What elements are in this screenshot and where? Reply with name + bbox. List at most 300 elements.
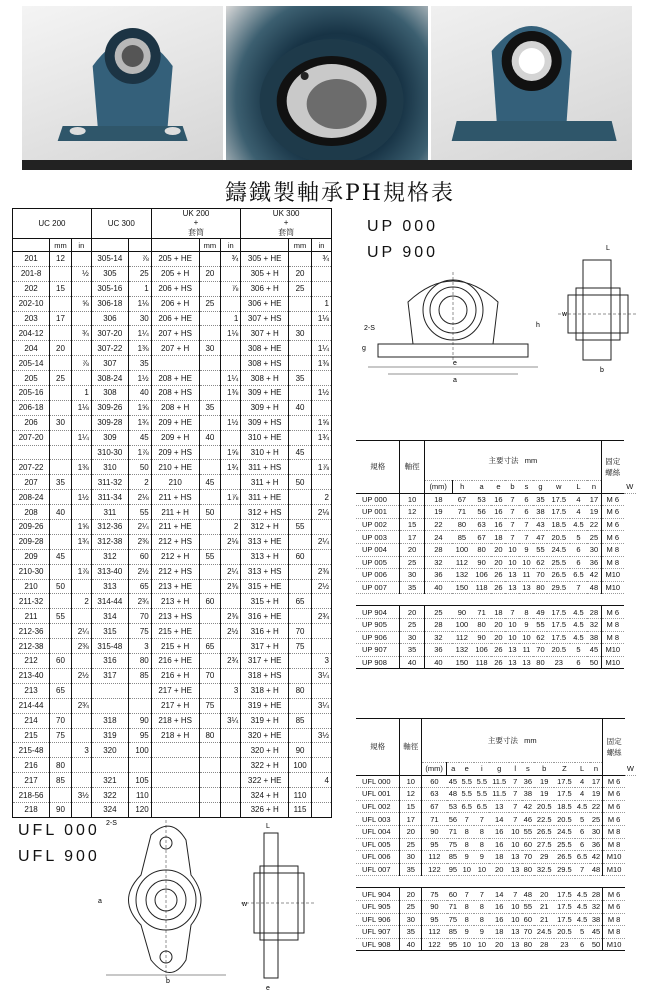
table-cell xyxy=(71,758,91,773)
table-cell: 1⅝ xyxy=(221,445,241,460)
table-cell: 55 xyxy=(128,505,151,520)
table-cell: 43 xyxy=(533,518,547,531)
table-cell: 206 xyxy=(13,415,50,430)
table-cell: 55 xyxy=(199,549,221,564)
table-cell: 17.5 xyxy=(547,606,570,619)
table-cell: 6.5 xyxy=(575,851,590,864)
table-cell xyxy=(50,698,72,713)
table-cell: 322 xyxy=(91,788,128,803)
table-cell: 50 xyxy=(128,460,151,475)
table-cell: 17.5 xyxy=(547,618,570,631)
table-cell: 218-56 xyxy=(13,788,50,803)
table-cell: 207-22 xyxy=(13,460,50,475)
table-cell: 4.5 xyxy=(570,606,587,619)
table-cell: UP 906 xyxy=(356,631,400,644)
table-cell: 35 xyxy=(289,371,312,386)
table-cell: 60 xyxy=(289,549,312,564)
table-cell: 3¼ xyxy=(221,713,241,728)
table-cell xyxy=(128,758,151,773)
table-cell: 118 xyxy=(472,581,492,594)
table-cell: 211 xyxy=(13,609,50,624)
table-cell: 36 xyxy=(424,644,452,657)
table-cell: 1½ xyxy=(128,371,151,386)
table-row xyxy=(13,773,332,788)
table-cell xyxy=(199,311,221,326)
table-cell: 311 + H xyxy=(241,475,289,490)
table-cell xyxy=(199,371,221,386)
table-cell: 207 + HS xyxy=(151,326,199,341)
table-cell: 208-24 xyxy=(13,490,50,505)
table-cell: 6.5 xyxy=(474,800,489,813)
table-cell xyxy=(199,445,221,460)
table-cell: 3 xyxy=(221,683,241,698)
table-cell: 308 + HE xyxy=(241,341,289,356)
table-cell xyxy=(289,296,312,311)
table-cell: 100 xyxy=(452,543,472,556)
table-cell xyxy=(221,505,241,520)
unit-header: Z xyxy=(554,763,574,776)
table-cell: 212 + HS xyxy=(151,534,199,549)
table-cell: 9 xyxy=(474,851,489,864)
table-cell: 112 xyxy=(452,556,472,569)
table-cell xyxy=(289,564,312,579)
table-row xyxy=(13,713,332,728)
table-cell: 206 + H xyxy=(151,296,199,311)
table-cell: 90 xyxy=(422,825,447,838)
table-cell: 7 xyxy=(505,518,519,531)
table-cell: 38 xyxy=(590,913,603,926)
table-cell: 30 xyxy=(400,569,424,582)
table-cell: ¾ xyxy=(71,326,91,341)
table-cell: 18 xyxy=(491,606,505,619)
table-cell: 7 xyxy=(505,493,519,506)
table-cell: 25 xyxy=(400,618,424,631)
table-cell: UFL 003 xyxy=(356,813,400,826)
table-cell: 16 xyxy=(491,518,505,531)
table-cell xyxy=(199,326,221,341)
table-cell xyxy=(221,266,241,281)
table-cell xyxy=(289,728,312,743)
table-cell xyxy=(289,386,312,401)
table-cell: 306 xyxy=(91,311,128,326)
table-cell: 85 xyxy=(128,668,151,683)
table-cell: 1⅛ xyxy=(71,400,91,415)
table-cell: 17 xyxy=(590,775,603,788)
table-cell: 35 xyxy=(400,863,422,876)
table-cell: 7 xyxy=(459,813,474,826)
table-cell xyxy=(199,490,221,505)
table-cell: 80 xyxy=(452,518,472,531)
table-cell: 308 xyxy=(91,386,128,401)
table-row xyxy=(356,851,636,864)
table-cell: 35 xyxy=(400,926,422,939)
table-cell: 309 + HS xyxy=(241,415,289,430)
table-cell: 207 + H xyxy=(151,341,199,356)
table-cell: 2⅜ xyxy=(311,564,331,579)
table-cell: 55 xyxy=(289,520,312,535)
table-cell: 314-44 xyxy=(91,594,128,609)
table-cell: 11.5 xyxy=(489,788,509,801)
table-cell: 28 xyxy=(534,938,554,951)
table-cell: 20 xyxy=(491,556,505,569)
table-row xyxy=(356,938,636,951)
table-cell: 50 xyxy=(199,505,221,520)
table-cell: 7 xyxy=(570,581,587,594)
table-cell: 217 + H xyxy=(151,698,199,713)
table-cell: 25 xyxy=(400,900,422,913)
table-cell: 27.5 xyxy=(534,838,554,851)
table-cell: 20 xyxy=(199,266,221,281)
table-cell: 9 xyxy=(474,926,489,939)
table-cell xyxy=(289,698,312,713)
table-cell: 122 xyxy=(422,938,447,951)
table-row xyxy=(356,543,636,556)
table-cell: 85 xyxy=(447,926,460,939)
table-cell: 319 + H xyxy=(241,713,289,728)
uk300-header: UK 300 + 套筒 xyxy=(241,209,332,239)
table-cell: UP 007 xyxy=(356,581,400,594)
table-cell: 20.5 xyxy=(554,926,574,939)
table-cell: 9 xyxy=(459,926,474,939)
table-row xyxy=(13,624,332,639)
table-cell xyxy=(199,534,221,549)
table-cell xyxy=(289,579,312,594)
unit-header: w xyxy=(547,481,570,494)
table-cell: M 8 xyxy=(602,631,624,644)
table-cell: 150 xyxy=(452,656,472,669)
table-cell: 2½ xyxy=(221,624,241,639)
table-cell: 320 + H xyxy=(241,743,289,758)
table-cell: 205 xyxy=(13,371,50,386)
table-cell xyxy=(221,475,241,490)
unit-in: in xyxy=(221,239,241,252)
table-cell: 204-12 xyxy=(13,326,50,341)
table-cell: 5 xyxy=(575,926,590,939)
table-cell: 35 xyxy=(199,400,221,415)
table-cell xyxy=(199,356,221,371)
table-cell xyxy=(199,654,221,669)
table-cell: 12 xyxy=(400,788,422,801)
table-cell xyxy=(311,683,331,698)
table-cell: 24.5 xyxy=(554,825,574,838)
table-cell: 19 xyxy=(587,506,602,519)
table-cell xyxy=(311,445,331,460)
table-cell: 314 xyxy=(91,609,128,624)
table-cell: 100 xyxy=(452,618,472,631)
table-cell: M 6 xyxy=(602,531,624,544)
table-cell: 48 xyxy=(522,888,535,901)
table-cell: 23 xyxy=(547,656,570,669)
table-row xyxy=(13,579,332,594)
table-cell xyxy=(50,460,72,475)
table-cell: 218 + H xyxy=(151,728,199,743)
table-cell: 209-26 xyxy=(13,520,50,535)
table-cell: 106 xyxy=(472,644,492,657)
table-cell: 306 + H xyxy=(241,281,289,296)
table-cell xyxy=(311,713,331,728)
table-cell: 85 xyxy=(50,773,72,788)
table-cell: 48 xyxy=(587,581,602,594)
table-cell: 7 xyxy=(509,888,522,901)
table-cell: 7 xyxy=(509,800,522,813)
table-cell: 7 xyxy=(509,775,522,788)
table-cell: 7 xyxy=(459,888,474,901)
table-cell xyxy=(50,564,72,579)
table-cell: 45 xyxy=(590,926,603,939)
svg-text:L: L xyxy=(606,245,610,252)
table-cell: 80 xyxy=(128,654,151,669)
table-cell: 10 xyxy=(505,618,519,631)
table-cell: UFL 905 xyxy=(356,900,400,913)
table-row xyxy=(13,654,332,669)
table-cell: 45 xyxy=(50,549,72,564)
table-cell: 17 xyxy=(50,311,72,326)
table-cell: 40 xyxy=(400,938,422,951)
table-cell: 29.5 xyxy=(547,581,570,594)
table-cell xyxy=(71,311,91,326)
svg-text:L: L xyxy=(266,823,270,830)
table-cell xyxy=(289,654,312,669)
table-cell xyxy=(199,758,221,773)
table-cell: 38 xyxy=(522,788,535,801)
table-cell: 17.5 xyxy=(554,900,574,913)
table-cell xyxy=(71,371,91,386)
table-cell: 35 xyxy=(400,644,424,657)
table-cell xyxy=(50,639,72,654)
table-cell: 75 xyxy=(422,888,447,901)
table-cell xyxy=(289,311,312,326)
up-side-drawing xyxy=(548,240,638,375)
table-row xyxy=(356,569,636,582)
table-cell: 55 xyxy=(533,543,547,556)
table-cell: 206 + HS xyxy=(151,281,199,296)
table-cell: 1¾ xyxy=(71,534,91,549)
table-cell: 38 xyxy=(533,506,547,519)
table-cell: 20 xyxy=(400,606,424,619)
table-cell: 8 xyxy=(459,825,474,838)
table-cell: 210 xyxy=(13,579,50,594)
table-row xyxy=(356,888,636,901)
table-cell xyxy=(50,356,72,371)
table-cell: 42 xyxy=(590,851,603,864)
table-row xyxy=(13,594,332,609)
table-cell: 4.5 xyxy=(575,900,590,913)
table-cell: 2 xyxy=(128,475,151,490)
table-cell: M10 xyxy=(602,644,624,657)
table-cell: 10 xyxy=(400,775,422,788)
table-cell: 214-44 xyxy=(13,698,50,713)
table-cell xyxy=(289,252,312,267)
table-cell: 318 xyxy=(91,713,128,728)
table-row xyxy=(13,758,332,773)
table-cell xyxy=(311,549,331,564)
table-cell: UFL 000 xyxy=(356,775,400,788)
table-cell: UP 006 xyxy=(356,569,400,582)
table-cell xyxy=(311,802,331,817)
table-cell: UFL 004 xyxy=(356,825,400,838)
table-cell: 63 xyxy=(472,518,492,531)
table-cell: 215 + H xyxy=(151,639,199,654)
table-cell: 50 xyxy=(587,656,602,669)
table-cell: 75 xyxy=(128,624,151,639)
table-cell: 14 xyxy=(489,888,509,901)
table-cell xyxy=(50,743,72,758)
table-cell: 4.5 xyxy=(575,913,590,926)
table-cell: 208 + H xyxy=(151,400,199,415)
table-cell: 47 xyxy=(533,531,547,544)
table-cell: 10 xyxy=(509,838,522,851)
table-row xyxy=(356,838,636,851)
table-cell: 201-8 xyxy=(13,266,50,281)
table-cell: 80 xyxy=(199,728,221,743)
table-cell: 90 xyxy=(472,556,492,569)
table-row xyxy=(13,668,332,683)
table-row xyxy=(13,311,332,326)
table-cell: 60 xyxy=(447,888,460,901)
table-cell xyxy=(221,668,241,683)
table-cell xyxy=(311,743,331,758)
table-row xyxy=(356,863,636,876)
table-cell xyxy=(221,743,241,758)
table-cell: 38 xyxy=(587,631,602,644)
table-cell: 60 xyxy=(422,775,447,788)
table-cell: 56 xyxy=(472,506,492,519)
table-cell: 16 xyxy=(489,825,509,838)
table-cell: 1¾ xyxy=(128,415,151,430)
table-cell: M 6 xyxy=(602,606,624,619)
unit-header: b xyxy=(534,763,554,776)
table-cell: 317 + H xyxy=(241,639,289,654)
table-cell: 55 xyxy=(50,609,72,624)
table-cell xyxy=(71,281,91,296)
table-cell: UFL 907 xyxy=(356,926,400,939)
table-cell: 10 xyxy=(400,493,424,506)
table-cell: 305 + H xyxy=(241,266,289,281)
table-cell: 1 xyxy=(311,296,331,311)
table-cell: M 6 xyxy=(603,888,625,901)
table-cell xyxy=(221,773,241,788)
table-cell: 13 xyxy=(505,581,519,594)
table-cell: 1⅜ xyxy=(221,386,241,401)
table-cell: 65 xyxy=(50,683,72,698)
table-cell: 70 xyxy=(522,926,535,939)
ufl-series-heading: UFL 000 UFL 900 xyxy=(18,822,100,865)
table-cell xyxy=(71,475,91,490)
table-cell: 203 xyxy=(13,311,50,326)
table-cell: 16 xyxy=(489,838,509,851)
table-cell: 42 xyxy=(522,800,535,813)
table-cell: 208 + HE xyxy=(151,371,199,386)
up-spec-table xyxy=(356,440,636,669)
table-cell: 122 xyxy=(422,863,447,876)
table-row xyxy=(356,581,636,594)
table-cell: 22 xyxy=(424,518,452,531)
table-cell: 67 xyxy=(422,800,447,813)
table-cell xyxy=(311,326,331,341)
table-cell: 4.5 xyxy=(570,618,587,631)
table-row xyxy=(356,775,636,788)
table-cell: 318 + HS xyxy=(241,668,289,683)
table-cell: 311-34 xyxy=(91,490,128,505)
table-row xyxy=(13,609,332,624)
photo-caption-bar xyxy=(22,160,632,170)
table-cell: 206-18 xyxy=(13,400,50,415)
table-cell: 67 xyxy=(452,493,472,506)
table-cell: 305-16 xyxy=(91,281,128,296)
table-cell: M 6 xyxy=(603,900,625,913)
table-cell xyxy=(50,445,72,460)
bore-header: 軸徑 xyxy=(400,441,424,494)
table-cell: 32.5 xyxy=(534,863,554,876)
table-cell: 62 xyxy=(533,556,547,569)
table-cell xyxy=(289,341,312,356)
table-cell: 205 + H xyxy=(151,266,199,281)
table-cell xyxy=(199,520,221,535)
table-cell: 26 xyxy=(491,644,505,657)
ufl-front-drawing xyxy=(96,815,236,985)
table-cell: 320 + HE xyxy=(241,728,289,743)
table-cell: 115 xyxy=(289,802,312,817)
table-cell: M 8 xyxy=(603,838,625,851)
table-cell: 10 xyxy=(459,863,474,876)
table-cell: 1⅛ xyxy=(221,326,241,341)
table-cell: 308 + H xyxy=(241,371,289,386)
table-row xyxy=(13,698,332,713)
table-cell: 95 xyxy=(447,938,460,951)
table-cell xyxy=(71,252,91,267)
table-cell xyxy=(91,758,128,773)
table-cell: 310 + HE xyxy=(241,430,289,445)
table-cell: 1¼ xyxy=(71,430,91,445)
table-cell: 70 xyxy=(533,569,547,582)
table-cell: M10 xyxy=(603,938,625,951)
table-cell: 209 + H xyxy=(151,430,199,445)
table-cell: 3¼ xyxy=(311,698,331,713)
table-cell: 218 xyxy=(13,802,50,817)
bolt-header: 固定螺絲 xyxy=(602,441,624,494)
table-cell xyxy=(199,579,221,594)
table-cell: 208 xyxy=(13,505,50,520)
table-cell: 205-16 xyxy=(13,386,50,401)
table-cell: 17 xyxy=(400,813,422,826)
table-cell xyxy=(50,624,72,639)
table-cell: 20.5 xyxy=(534,800,554,813)
table-cell: 70 xyxy=(289,624,312,639)
spacer-row xyxy=(356,876,636,888)
table-cell: 20.5 xyxy=(547,644,570,657)
table-cell xyxy=(289,505,312,520)
table-cell: 5.5 xyxy=(459,788,474,801)
table-cell: 40 xyxy=(424,656,452,669)
table-cell xyxy=(199,460,221,475)
table-cell: 4 xyxy=(570,493,587,506)
table-cell: 315 + HE xyxy=(241,579,289,594)
table-cell: 1 xyxy=(71,386,91,401)
table-cell: 9 xyxy=(519,618,533,631)
table-cell xyxy=(71,445,91,460)
svg-text:w: w xyxy=(242,901,248,908)
table-cell xyxy=(311,475,331,490)
table-row xyxy=(356,788,636,801)
table-cell: 75 xyxy=(199,698,221,713)
table-cell xyxy=(221,549,241,564)
table-cell: 6 xyxy=(570,543,587,556)
table-cell xyxy=(50,490,72,505)
table-cell: 28 xyxy=(424,618,452,631)
table-row xyxy=(13,549,332,564)
table-cell: 40 xyxy=(50,505,72,520)
table-cell xyxy=(50,326,72,341)
